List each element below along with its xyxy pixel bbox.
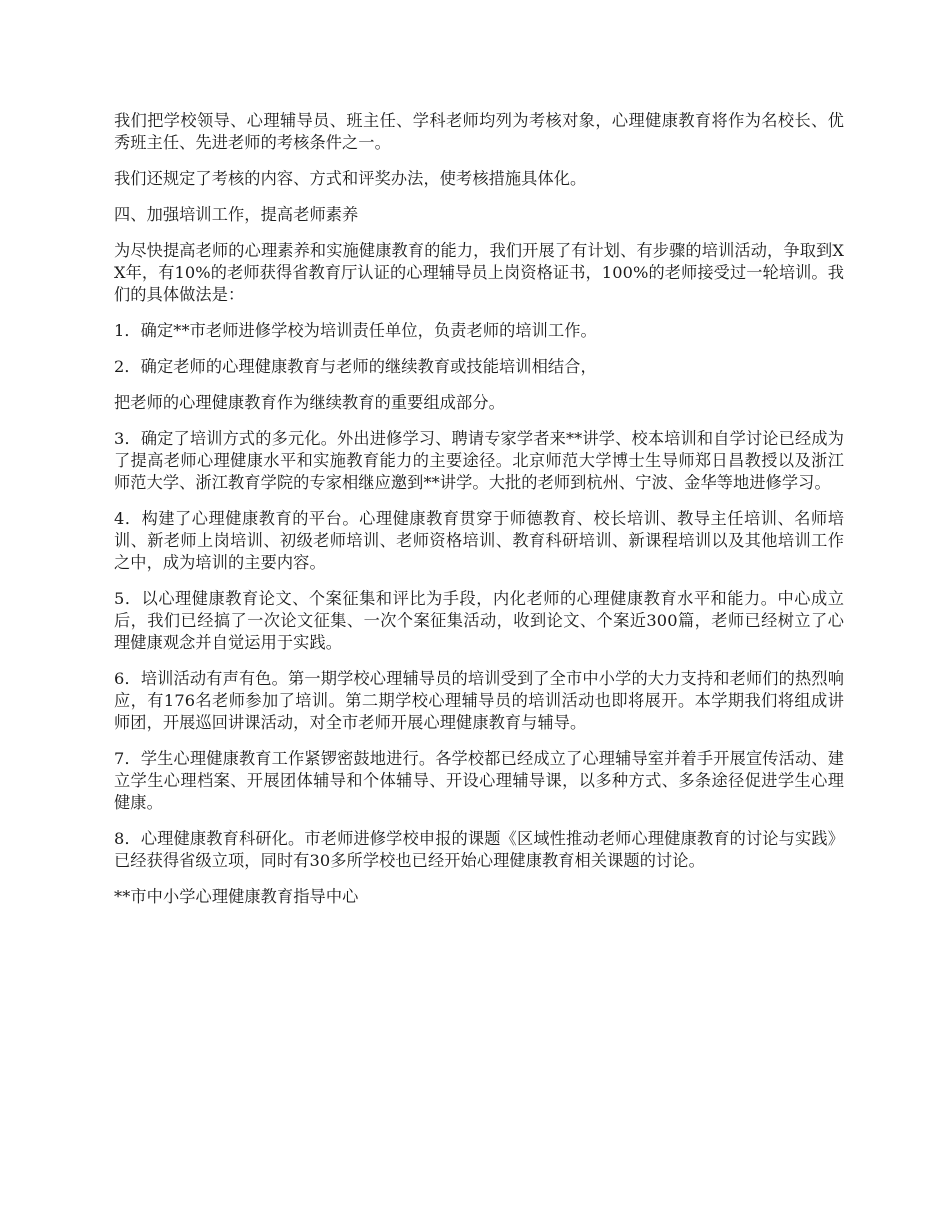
list-item-5: 5．以心理健康教育论文、个案征集和评比为手段，内化老师的心理健康教育水平和能力。中心成立后，我们已经搞了一次论文征集、一次个案征集活动，收到论文、个案近300篇，老师已经树立了心理健康观念并自觉运用于实践。 xyxy=(114,589,844,652)
list-item-2-continuation: 把老师的心理健康教育作为继续教育的重要组成部分。 xyxy=(114,393,505,412)
list-item-8: 8．心理健康教育科研化。市老师进修学校申报的课题《区域性推动老师心理健康教育的讨论与实践》已经获得省级立项，同时有30多所学校也已经开始心理健康教育相关课题的讨论。 xyxy=(114,829,844,870)
paragraph-assessment-rules: 我们还规定了考核的内容、方式和评奖办法，使考核措施具体化。 xyxy=(114,169,587,188)
list-item-3: 3．确定了培训方式的多元化。外出进修学习、聘请专家学者来**讲学、校本培训和自学讨论已经成为了提高老师心理健康水平和实施教育能力的主要途径。北京师范大学博士生导师郑日昌教授以及浙江师范大学、浙江教育学院的专家相继应邀到**讲学。大批的老师到杭州、宁波、金华等地进修学习。 xyxy=(114,429,844,492)
paragraph-assessment-targets: 我们把学校领导、心理辅导员、班主任、学科老师均列为考核对象，心理健康教育将作为名校长、优秀班主任、先进老师的考核条件之一。 xyxy=(114,111,844,152)
list-item-7: 7．学生心理健康教育工作紧锣密鼓地进行。各学校都已经成立了心理辅导室并着手开展宣传活动、建立学生心理档案、开展团体辅导和个体辅导、开设心理辅导课，以多种方式、多条途径促进学生心理健康。 xyxy=(114,749,844,812)
list-item-4: 4．构建了心理健康教育的平台。心理健康教育贯穿于师德教育、校长培训、教导主任培训、名师培训、新老师上岗培训、初级老师培训、老师资格培训、教育科研培训、新课程培训以及其他培训工作之中，成为培训的主要内容。 xyxy=(114,509,844,572)
signature-organization: **市中小学心理健康教育指导中心 xyxy=(114,887,359,906)
list-item-2: 2．确定老师的心理健康教育与老师的继续教育或技能培训相结合， xyxy=(114,357,597,376)
document-body xyxy=(114,110,844,922)
list-item-6: 6．培训活动有声有色。第一期学校心理辅导员的培训受到了全市中小学的大力支持和老师们的热烈响应，有176名老师参加了培训。第二期学校心理辅导员的培训活动也即将展开。本学期我们将组成讲师团，开展巡回讲课活动，对全市老师开展心理健康教育与辅导。 xyxy=(114,669,844,732)
section-heading-training: 四、加强培训工作，提高老师素养 xyxy=(114,205,359,224)
paragraph-training-intro: 为尽快提高老师的心理素养和实施健康教育的能力，我们开展了有计划、有步骤的培训活动，争取到XX年，有10%的老师获得省教育厅认证的心理辅导员上岗资格证书，100%的老师接受过一轮培训。我们的具体做法是： xyxy=(114,241,844,304)
list-item-1: 1．确定**市老师进修学校为培训责任单位，负责老师的培训工作。 xyxy=(114,321,597,340)
